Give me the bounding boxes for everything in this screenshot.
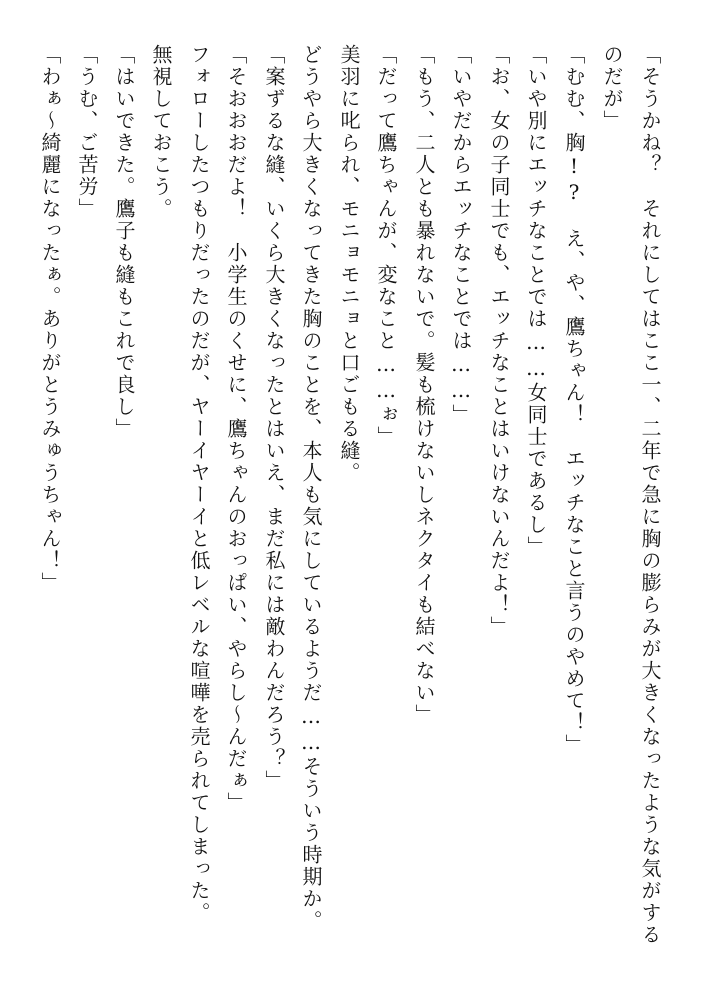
text-line: 「もう、二人とも暴れないで。髪も梳けないしネクタイも結べない」	[412, 44, 436, 726]
text-line: フォローしたつもりだったのだが、ヤーイヤーイと低レベルな喧嘩を売られてしまった。	[187, 44, 211, 924]
text-line: 無視しておこう。	[149, 44, 173, 220]
text-line: 「だって鷹ちゃんが、変なこと……ぉ」	[374, 44, 398, 448]
text-line: 「はいできた。鷹子も縫もこれで良し」	[112, 44, 136, 440]
text-line: 「むむ、胸!? え、や、鷹ちゃん！ エッチなこと言うのやめて！」	[562, 44, 586, 756]
text-line: 「お、女の子同士でも、エッチなことはいけないんだよ！」	[487, 44, 511, 638]
text-line: どうやら大きくなってきた胸のことを、本人も気にしているようだ……そういう時期か。	[299, 44, 323, 932]
text-line: 「うむ、ご苦労」	[75, 44, 99, 220]
text-line: 美羽に叱られ、モニョモニョと口ごもる縫。	[337, 44, 361, 484]
text-line: 「わぁ～綺麗になったぁ。ありがとうみゅうちゃん！」	[38, 44, 62, 594]
text-line: 「いや別にエッチなことでは……女同士であるし」	[524, 44, 548, 558]
text-line: 「案ずるな縫、いくら大きくなったとはいえ、まだ私には敵わんだろう？」	[262, 44, 286, 792]
text-line: 「そうかね？ それにしてはここ一、二年で急に胸の膨らみが大きくなったような気がする	[638, 44, 662, 946]
text-line: 「そおおおだよ！ 小学生のくせに、鷹ちゃんのおっぱい、やらし～んだぁ」	[224, 44, 248, 814]
text-line: のだが」	[600, 44, 624, 132]
text-line: 「いやだからエッチなことでは……」	[449, 44, 473, 426]
